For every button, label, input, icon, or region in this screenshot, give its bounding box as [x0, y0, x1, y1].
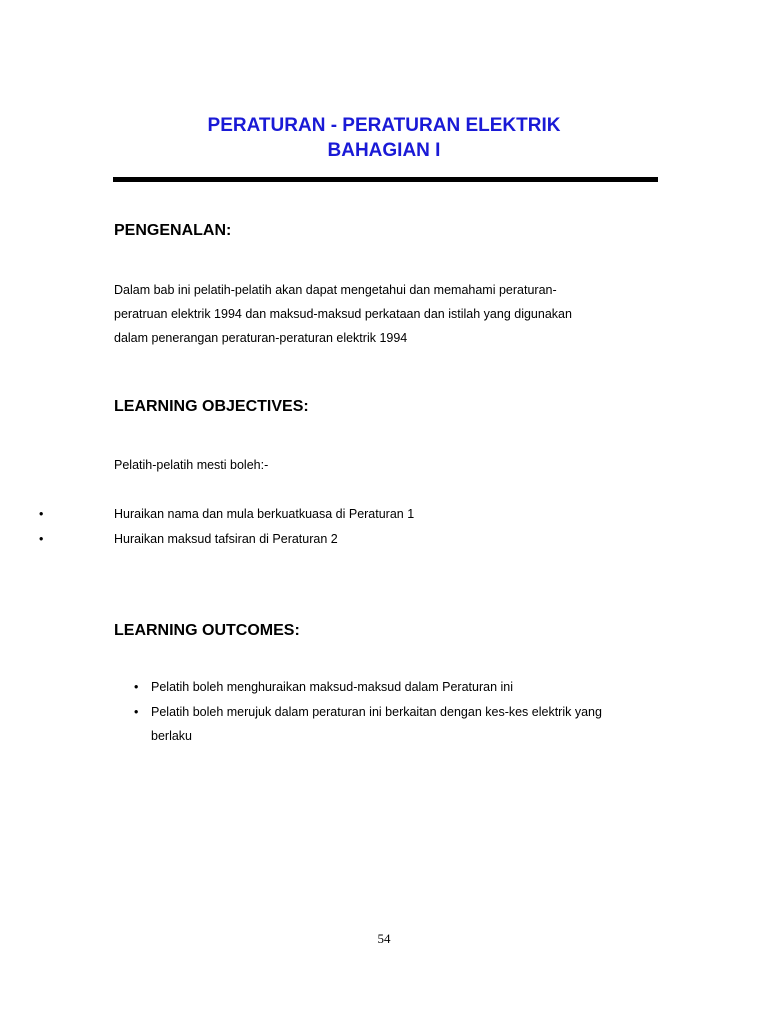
page-number: 54 [377, 931, 391, 946]
objective-bullet: • [39, 532, 44, 546]
objective-item: Huraikan maksud tafsiran di Peraturan 2 [114, 532, 338, 546]
outcome-item-continuation: berlaku [151, 729, 192, 743]
objective-item: Huraikan nama dan mula berkuatkuasa di Peraturan 1 [114, 507, 415, 521]
outcome-bullet: • [134, 705, 139, 719]
outcome-item: Pelatih boleh merujuk dalam peraturan ini berkaitan dengan kes-kes elektrik yang [151, 705, 602, 719]
introduction-line: peratruan elektrik 1994 dan maksud-maksud perkataan dan istilah yang digunakan [114, 307, 572, 321]
learning-objectives-heading: LEARNING OBJECTIVES: [114, 398, 309, 415]
objectives-lead: Pelatih-pelatih mesti boleh:- [114, 458, 269, 472]
introduction-heading: PENGENALAN: [114, 222, 232, 239]
introduction-line: Dalam bab ini pelatih-pelatih akan dapat mengetahui dan memahami peraturan- [114, 283, 557, 297]
title-divider [113, 177, 658, 182]
outcome-bullet: • [134, 680, 139, 694]
introduction-line: dalam penerangan peraturan-peraturan elektrik 1994 [114, 331, 408, 345]
objective-bullet: • [39, 507, 44, 521]
document-title-line-1: PERATURAN - PERATURAN ELEKTRIK [207, 115, 561, 136]
learning-outcomes-heading: LEARNING OUTCOMES: [114, 622, 300, 639]
document-title-line-2: BAHAGIAN I [327, 140, 441, 161]
outcome-item: Pelatih boleh menghuraikan maksud-maksud dalam Peraturan ini [151, 680, 514, 694]
